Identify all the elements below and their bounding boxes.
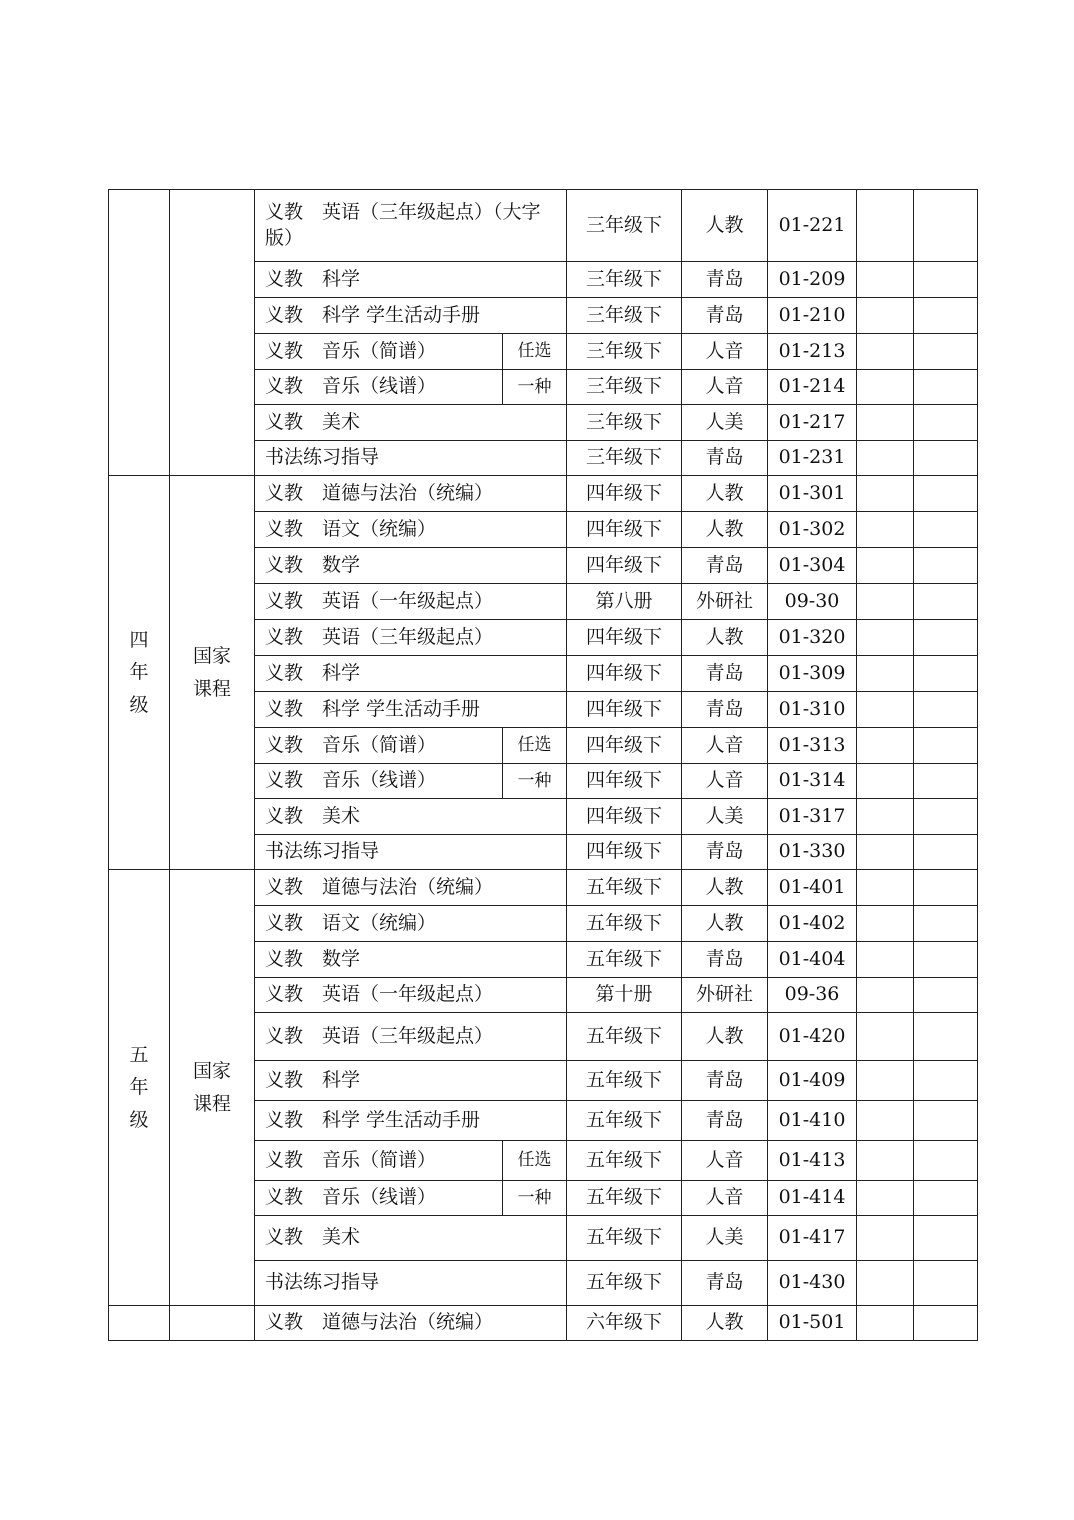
code-cell: 01-317	[768, 799, 857, 835]
blank-cell-2	[914, 835, 978, 870]
code-cell: 01-409	[768, 1061, 857, 1101]
blank-cell-2	[914, 441, 978, 476]
grade-cell	[109, 1306, 170, 1341]
blank-cell-1	[857, 692, 914, 728]
code-cell: 01-314	[768, 764, 857, 799]
option-note-cell: 一种	[503, 764, 567, 799]
grade-volume-cell: 四年级下	[567, 764, 682, 799]
table-row	[109, 1306, 978, 1341]
textbook-name-cell: 义教 科学	[255, 656, 567, 692]
publisher-cell: 青岛	[682, 1261, 768, 1306]
textbook-name-cell: 义教 道德与法治（统编）	[255, 476, 567, 512]
table-row	[109, 190, 978, 262]
code-cell: 01-214	[768, 370, 857, 405]
publisher-cell: 人教	[682, 906, 768, 942]
grade-volume-cell: 五年级下	[567, 1181, 682, 1216]
textbook-name-cell: 义教 音乐（线谱）	[255, 764, 503, 799]
textbook-name-cell: 义教 音乐（线谱）	[255, 1181, 503, 1216]
textbook-name-cell: 义教 英语（一年级起点）	[255, 584, 567, 620]
blank-cell-1	[857, 870, 914, 906]
option-note-cell: 任选	[503, 728, 567, 764]
code-cell: 01-401	[768, 870, 857, 906]
option-note-cell: 一种	[503, 1181, 567, 1216]
publisher-cell: 青岛	[682, 441, 768, 476]
grade-volume-cell: 第十册	[567, 978, 682, 1013]
grade-volume-cell: 三年级下	[567, 298, 682, 334]
grade-volume-cell: 五年级下	[567, 906, 682, 942]
publisher-cell: 青岛	[682, 548, 768, 584]
code-cell: 01-414	[768, 1181, 857, 1216]
blank-cell-1	[857, 262, 914, 298]
blank-cell-1	[857, 298, 914, 334]
blank-cell-1	[857, 512, 914, 548]
code-cell: 01-410	[768, 1101, 857, 1141]
textbook-name-cell: 义教 音乐（简谱）	[255, 728, 503, 764]
code-cell: 01-301	[768, 476, 857, 512]
blank-cell-1	[857, 441, 914, 476]
blank-cell-1	[857, 764, 914, 799]
textbook-name-cell: 义教 数学	[255, 942, 567, 978]
table-body	[109, 190, 978, 1341]
code-cell: 01-304	[768, 548, 857, 584]
blank-cell-1	[857, 1306, 914, 1341]
textbook-name-cell: 义教 音乐（简谱）	[255, 1141, 503, 1181]
textbook-name-cell: 义教 道德与法治（统编）	[255, 870, 567, 906]
code-cell: 01-213	[768, 334, 857, 370]
blank-cell-1	[857, 1261, 914, 1306]
blank-cell-1	[857, 1101, 914, 1141]
textbook-name-cell: 义教 英语（三年级起点）	[255, 1013, 567, 1061]
blank-cell-2	[914, 728, 978, 764]
textbook-name-cell: 义教 语文（统编）	[255, 906, 567, 942]
code-cell: 09-36	[768, 978, 857, 1013]
publisher-cell: 人教	[682, 620, 768, 656]
grade-volume-cell: 五年级下	[567, 1216, 682, 1261]
publisher-cell: 青岛	[682, 656, 768, 692]
grade-volume-cell: 第八册	[567, 584, 682, 620]
blank-cell-2	[914, 942, 978, 978]
textbook-name-cell: 书法练习指导	[255, 835, 567, 870]
grade-cell: 五 年 级	[109, 870, 170, 1306]
code-cell: 01-217	[768, 405, 857, 441]
textbook-name-cell: 义教 数学	[255, 548, 567, 584]
blank-cell-2	[914, 584, 978, 620]
publisher-cell: 青岛	[682, 835, 768, 870]
course-type-cell	[170, 1306, 255, 1341]
textbook-name-cell: 义教 科学 学生活动手册	[255, 298, 567, 334]
publisher-cell: 人美	[682, 799, 768, 835]
textbook-name-cell: 义教 英语（一年级起点）	[255, 978, 567, 1013]
blank-cell-1	[857, 799, 914, 835]
blank-cell-2	[914, 906, 978, 942]
grade-volume-cell: 五年级下	[567, 870, 682, 906]
blank-cell-1	[857, 584, 914, 620]
blank-cell-2	[914, 370, 978, 405]
blank-cell-2	[914, 1061, 978, 1101]
code-cell: 01-320	[768, 620, 857, 656]
course-type-cell	[170, 190, 255, 476]
grade-volume-cell: 三年级下	[567, 405, 682, 441]
code-cell: 01-313	[768, 728, 857, 764]
blank-cell-1	[857, 728, 914, 764]
textbook-name-cell: 义教 美术	[255, 405, 567, 441]
grade-volume-cell: 五年级下	[567, 1261, 682, 1306]
blank-cell-2	[914, 978, 978, 1013]
publisher-cell: 人音	[682, 728, 768, 764]
blank-cell-1	[857, 942, 914, 978]
option-note-cell: 一种	[503, 370, 567, 405]
publisher-cell: 青岛	[682, 692, 768, 728]
textbook-name-cell: 义教 音乐（线谱）	[255, 370, 503, 405]
code-cell: 01-210	[768, 298, 857, 334]
textbook-name-cell: 义教 科学	[255, 1061, 567, 1101]
publisher-cell: 人音	[682, 764, 768, 799]
code-cell: 01-404	[768, 942, 857, 978]
blank-cell-2	[914, 1306, 978, 1341]
publisher-cell: 青岛	[682, 262, 768, 298]
blank-cell-1	[857, 476, 914, 512]
publisher-cell: 外研社	[682, 978, 768, 1013]
code-cell: 01-402	[768, 906, 857, 942]
textbook-name-cell: 义教 美术	[255, 1216, 567, 1261]
blank-cell-2	[914, 262, 978, 298]
blank-cell-2	[914, 334, 978, 370]
blank-cell-1	[857, 656, 914, 692]
publisher-cell: 人音	[682, 370, 768, 405]
publisher-cell: 人音	[682, 1181, 768, 1216]
publisher-cell: 人教	[682, 870, 768, 906]
blank-cell-1	[857, 190, 914, 262]
grade-volume-cell: 三年级下	[567, 441, 682, 476]
textbook-name-cell: 义教 科学 学生活动手册	[255, 692, 567, 728]
blank-cell-1	[857, 978, 914, 1013]
blank-cell-2	[914, 692, 978, 728]
blank-cell-2	[914, 512, 978, 548]
grade-volume-cell: 五年级下	[567, 1141, 682, 1181]
blank-cell-2	[914, 1261, 978, 1306]
textbook-name-cell: 义教 科学	[255, 262, 567, 298]
textbook-name-cell: 义教 科学 学生活动手册	[255, 1101, 567, 1141]
table-row	[109, 476, 978, 512]
textbook-name-cell: 义教 道德与法治（统编）	[255, 1306, 567, 1341]
code-cell: 01-209	[768, 262, 857, 298]
blank-cell-1	[857, 1181, 914, 1216]
blank-cell-1	[857, 1216, 914, 1261]
blank-cell-2	[914, 1216, 978, 1261]
blank-cell-1	[857, 548, 914, 584]
course-type-cell: 国家 课程	[170, 476, 255, 870]
course-type-cell: 国家 课程	[170, 870, 255, 1306]
blank-cell-2	[914, 548, 978, 584]
publisher-cell: 青岛	[682, 1061, 768, 1101]
grade-volume-cell: 四年级下	[567, 512, 682, 548]
grade-volume-cell: 五年级下	[567, 1013, 682, 1061]
option-note-cell: 任选	[503, 1141, 567, 1181]
blank-cell-2	[914, 799, 978, 835]
blank-cell-1	[857, 1061, 914, 1101]
code-cell: 01-417	[768, 1216, 857, 1261]
blank-cell-2	[914, 1141, 978, 1181]
textbook-name-cell: 书法练习指导	[255, 1261, 567, 1306]
blank-cell-2	[914, 870, 978, 906]
publisher-cell: 青岛	[682, 298, 768, 334]
blank-cell-2	[914, 190, 978, 262]
blank-cell-1	[857, 370, 914, 405]
blank-cell-2	[914, 1101, 978, 1141]
grade-volume-cell: 四年级下	[567, 656, 682, 692]
textbook-name-cell: 书法练习指导	[255, 441, 567, 476]
textbook-name-cell: 义教 英语（三年级起点）	[255, 620, 567, 656]
textbook-name-cell: 义教 美术	[255, 799, 567, 835]
publisher-cell: 青岛	[682, 1101, 768, 1141]
grade-volume-cell: 三年级下	[567, 370, 682, 405]
code-cell: 09-30	[768, 584, 857, 620]
code-cell: 01-302	[768, 512, 857, 548]
textbook-table	[108, 189, 978, 1341]
blank-cell-2	[914, 1013, 978, 1061]
publisher-cell: 人教	[682, 190, 768, 262]
grade-cell	[109, 190, 170, 476]
code-cell: 01-501	[768, 1306, 857, 1341]
blank-cell-1	[857, 620, 914, 656]
blank-cell-1	[857, 906, 914, 942]
grade-volume-cell: 三年级下	[567, 262, 682, 298]
blank-cell-2	[914, 1181, 978, 1216]
textbook-name-cell: 义教 音乐（简谱）	[255, 334, 503, 370]
blank-cell-2	[914, 476, 978, 512]
publisher-cell: 人教	[682, 512, 768, 548]
grade-volume-cell: 五年级下	[567, 942, 682, 978]
grade-volume-cell: 四年级下	[567, 548, 682, 584]
publisher-cell: 人美	[682, 405, 768, 441]
textbook-name-cell: 义教 英语（三年级起点）（大字版）	[255, 190, 567, 262]
table-row	[109, 870, 978, 906]
publisher-cell: 青岛	[682, 942, 768, 978]
grade-volume-cell: 五年级下	[567, 1061, 682, 1101]
blank-cell-1	[857, 835, 914, 870]
grade-volume-cell: 四年级下	[567, 728, 682, 764]
code-cell: 01-420	[768, 1013, 857, 1061]
publisher-cell: 人教	[682, 1013, 768, 1061]
grade-cell: 四 年 级	[109, 476, 170, 870]
grade-volume-cell: 四年级下	[567, 692, 682, 728]
publisher-cell: 人美	[682, 1216, 768, 1261]
blank-cell-2	[914, 656, 978, 692]
code-cell: 01-310	[768, 692, 857, 728]
blank-cell-1	[857, 1141, 914, 1181]
blank-cell-2	[914, 764, 978, 799]
blank-cell-1	[857, 405, 914, 441]
grade-volume-cell: 五年级下	[567, 1101, 682, 1141]
publisher-cell: 人教	[682, 476, 768, 512]
code-cell: 01-221	[768, 190, 857, 262]
publisher-cell: 人音	[682, 1141, 768, 1181]
publisher-cell: 人音	[682, 334, 768, 370]
textbook-name-cell: 义教 语文（统编）	[255, 512, 567, 548]
blank-cell-1	[857, 334, 914, 370]
blank-cell-2	[914, 405, 978, 441]
code-cell: 01-231	[768, 441, 857, 476]
code-cell: 01-330	[768, 835, 857, 870]
blank-cell-1	[857, 1013, 914, 1061]
publisher-cell: 外研社	[682, 584, 768, 620]
code-cell: 01-309	[768, 656, 857, 692]
grade-volume-cell: 六年级下	[567, 1306, 682, 1341]
grade-volume-cell: 三年级下	[567, 190, 682, 262]
grade-volume-cell: 四年级下	[567, 835, 682, 870]
grade-volume-cell: 三年级下	[567, 334, 682, 370]
blank-cell-2	[914, 298, 978, 334]
code-cell: 01-413	[768, 1141, 857, 1181]
blank-cell-2	[914, 620, 978, 656]
publisher-cell: 人教	[682, 1306, 768, 1341]
option-note-cell: 任选	[503, 334, 567, 370]
grade-volume-cell: 四年级下	[567, 799, 682, 835]
grade-volume-cell: 四年级下	[567, 620, 682, 656]
code-cell: 01-430	[768, 1261, 857, 1306]
grade-volume-cell: 四年级下	[567, 476, 682, 512]
